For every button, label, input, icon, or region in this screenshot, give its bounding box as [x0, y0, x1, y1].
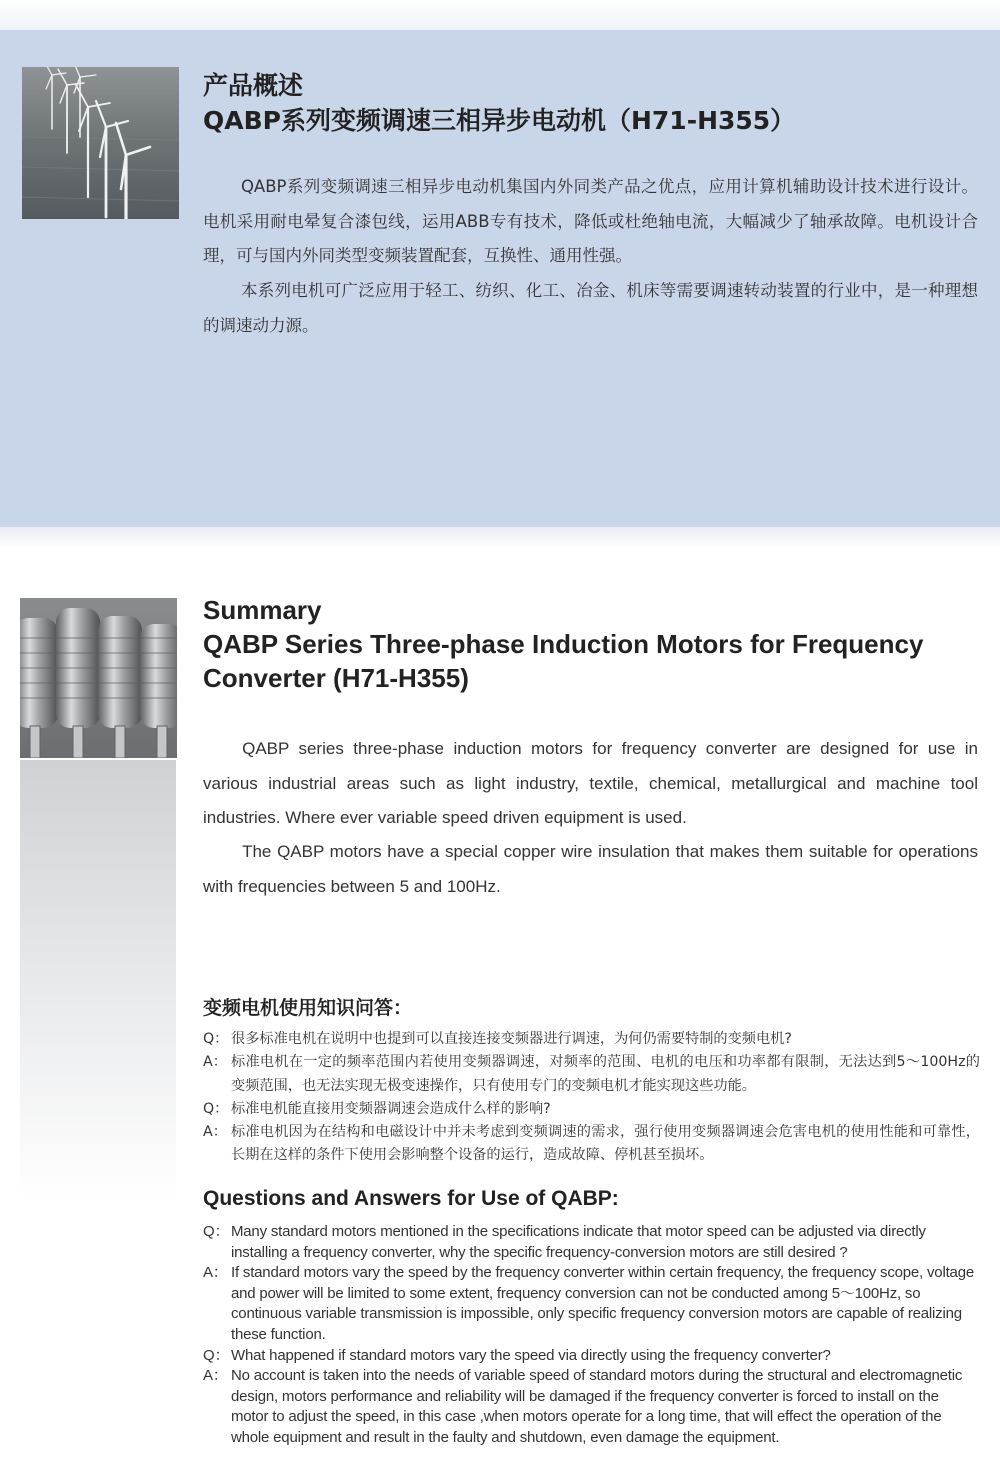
qa-text: What happened if standard motors vary the speed via directly using the frequency converter? [231, 1346, 831, 1364]
q-mark: Q： [203, 1223, 230, 1240]
qa-text: 很多标准电机在说明中也提到可以直接连接变频器进行调速，为何仍需要特制的变频电机? [231, 1031, 792, 1047]
a-mark: A： [203, 1054, 227, 1071]
qa-cn-list [203, 1028, 980, 1168]
q-mark: Q： [203, 1031, 229, 1047]
qa-cn-title: 变频电机使用知识问答： [203, 997, 413, 1019]
qa-text: If standard motors vary the speed by the frequency converter within certain frequency, the frequency scope, voltage and power will be limited to some extent, frequency conversion can not be conducted among 5～100Hz, so continuous variable transmission is impossible, only specific frequency conversion motors are capable of realizing these function. [231, 1264, 974, 1343]
qa-text: Many standard motors mentioned in the specifications indicate that motor speed can be adjusted via directly installing a frequency converter, why the specific frequency-conversion motors are still desired ? [231, 1223, 926, 1261]
qa-en-answer-1 [203, 1263, 980, 1345]
panel-shadow [0, 527, 1000, 549]
qa-text: 标准电机因为在结构和电磁设计中并未考虑到变频调速的需求，强行使用变频器调速会危害电机的使用性能和可靠性，长期在这样的条件下使用会影响整个设备的运行，造成故障、停机甚至损坏。 [231, 1124, 980, 1164]
qa-en-answer-2 [203, 1366, 980, 1448]
qa-cn-answer-1 [203, 1051, 980, 1098]
cn-paragraph-1: QABP系列变频调速三相异步电动机集国内外同类产品之优点，应用计算机辅助设计技术进行设计。电机采用耐电晕复合漆包线，运用ABB专有技术，降低或杜绝轴电流，大幅减少了轴承故障。电机设计合理，可与国内外同类型变频装置配套，互换性、通用性强。 [203, 177, 978, 265]
motor-rotor-photo [20, 598, 177, 758]
left-gradient-bar [20, 760, 176, 1200]
a-mark: A： [203, 1264, 228, 1282]
a-mark: A： [203, 1124, 227, 1141]
cn-paragraph-2: 本系列电机可广泛应用于轻工、纺织、化工、冶金、机床等需要调速转动装置的行业中，是一种理想的调速动力源。 [203, 281, 978, 335]
qa-text: No account is taken into the needs of variable speed of standard motors during the structural and electromagnetic design, motors performance and reliability will be damaged if the frequency converter is forced to install on the motor to adjust the speed, in this case ,when motors operate for a long time, that will effect the operation of the whole equipment and result in the faulty and shutdown, even damage the equipment. [231, 1367, 963, 1446]
qa-cn-answer-2 [203, 1121, 980, 1168]
qa-en-question-1 [203, 1222, 980, 1263]
en-paragraph-1: QABP series three-phase induction motors for frequency converter are designed for use in various industrial areas such as light industry, textile, chemical, metallurgical and machine tool industries. Where ever variable speed driven equipment is used. [203, 739, 978, 827]
q-mark: Q： [203, 1100, 229, 1117]
qa-cn-question-2 [203, 1098, 980, 1121]
cn-heading: 产品概述 [203, 71, 304, 100]
en-heading: Summary [203, 595, 322, 625]
qa-en-question-2 [203, 1346, 980, 1367]
qa-text: 标准电机在一定的频率范围内若使用变频器调速，对频率的范围、电机的电压和功率都有限制，无法达到5～100Hz的变频范围，也无法实现无极变速操作，只有使用专门的变频电机才能实现这些功能。 [231, 1054, 980, 1094]
top-strip [0, 0, 1000, 30]
qa-cn-question-1 [203, 1028, 980, 1051]
qa-en-list [203, 1222, 980, 1449]
en-subheading: QABP Series Three-phase Induction Motors for Frequency Converter (H71-H355) [203, 629, 924, 693]
a-mark: A： [203, 1367, 228, 1385]
q-mark: Q： [203, 1346, 230, 1364]
cn-subheading: QABP系列变频调速三相异步电动机（H71-H355） [203, 106, 796, 135]
qa-text: 标准电机能直接用变频器调速会造成什么样的影响? [231, 1100, 551, 1117]
qa-en-title: Questions and Answers for Use of QABP: [203, 1187, 619, 1210]
wind-turbine-photo [22, 67, 179, 219]
en-paragraph-2: The QABP motors have a special copper wire insulation that makes them suitable for operations with frequencies between 5 and 100Hz. [203, 842, 978, 896]
